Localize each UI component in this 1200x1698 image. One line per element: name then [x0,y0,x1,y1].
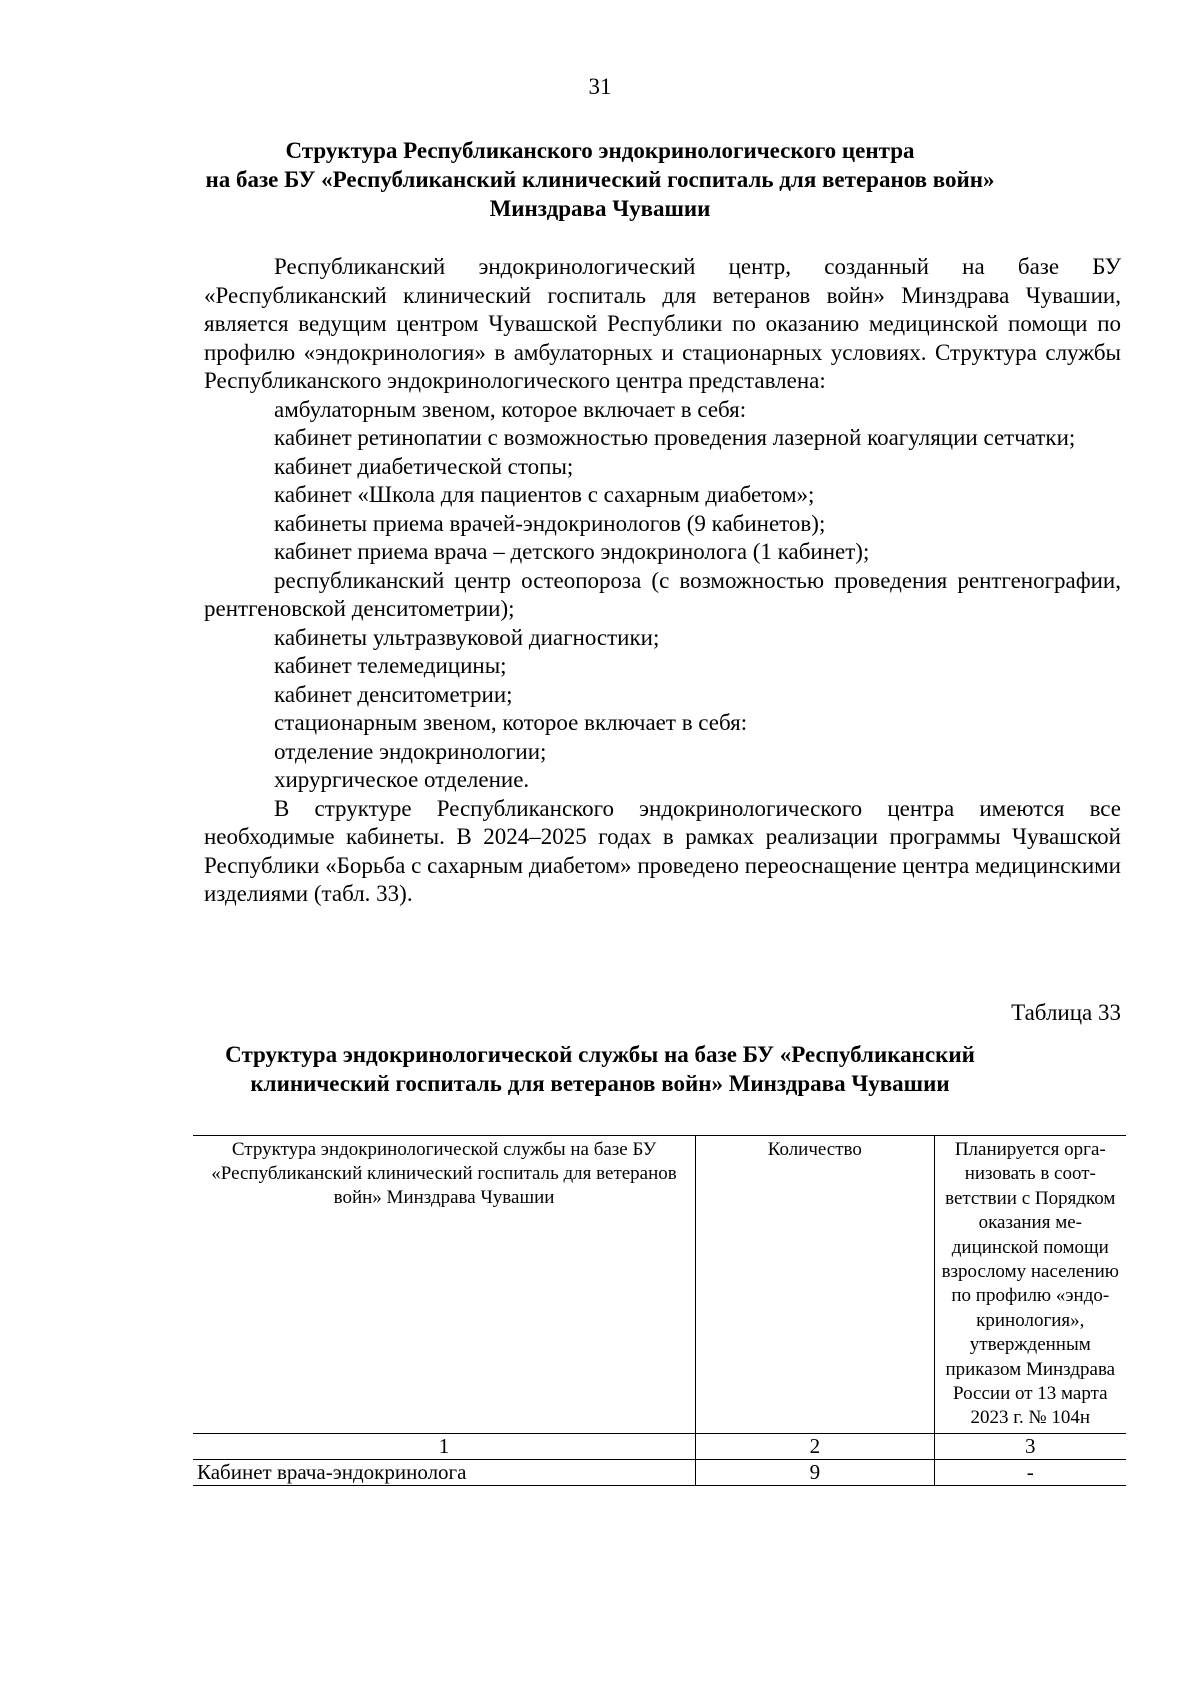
table-cell: 3 [934,1433,1126,1459]
section-title-line: Структура Республиканского эндокринологического центра [285,138,915,163]
table-title [160,1040,1040,1098]
closing-paragraph: В структуре Республиканского эндокринологического центра имеются все необходимые кабинеты. В 2024–2025 годах в рамках реализации программы Чувашской Республики «Борьба с сахарным диабетом» проведено переоснащение центра медицинскими изделиями (табл. 33). [204,795,1121,906]
table-cell: - [934,1459,1126,1485]
table-header-row [193,1136,1126,1434]
structure-item: кабинет денситометрии; [274,681,513,707]
structure-table [193,1135,1126,1486]
structure-item: амбулаторным звеном, которое включает в себя: [274,396,747,422]
structure-item: кабинет «Школа для пациентов с сахарным диабетом»; [274,482,815,507]
section-title [160,136,1040,223]
structure-item: отделение эндокринологии; [274,738,547,764]
intro-paragraph: Республиканский эндокринологический центр, созданный на базе БУ «Республиканский клинический госпиталь для ветеранов войн» Минздрава Чувашии, является ведущим центром Чувашской Республики по оказанию медицинской помощи по профилю «эндокринология» в амбулаторных и стационарных условиях. Структура службы Республиканского эндокринологического центра представлена: [204,254,1121,393]
table-cell: 1 [193,1433,696,1459]
table-row [193,1459,1126,1485]
structure-item: кабинеты приема врачей-эндокринологов (9 кабинетов); [274,510,826,536]
structure-item: кабинет телемедицины; [274,653,507,678]
structure-item: кабинет приема врача – детского эндокринолога (1 кабинет); [274,539,870,564]
structure-item: стационарным звеном, которое включает в себя: [274,710,748,735]
section-title-line: на базе БУ «Республиканский клинический госпиталь для ветеранов войн» [205,167,995,192]
table-cell: 2 [696,1433,935,1459]
structure-item: кабинеты ультразвуковой диагностики; [274,624,660,650]
table-column-numbers-row [193,1433,1126,1459]
table-cell: 9 [696,1459,935,1485]
body-text [204,253,1121,909]
table-title-line: Структура эндокринологической службы на базе БУ «Республиканский [225,1042,975,1067]
structure-item: хирургическое отделение. [274,767,530,792]
structure-item: кабинет диабетической стопы; [274,453,574,479]
table-cell: Кабинет врача-эндокринолога [193,1459,696,1485]
table-label: Таблица 33 [1011,1000,1121,1025]
structure-item: республиканский центр остеопороза (с возможностью проведения рентгенографии, рентгеновской денситометрии); [204,567,1121,621]
table-header-cell: Структура эндокринологической службы на базе БУ «Республиканский клинический госпиталь для ветеранов войн» Минздрава Чувашии [193,1136,696,1434]
structure-item: кабинет ретинопатии с возможностью проведения лазерной коагуляции сетчатки; [274,425,1076,450]
table-header-cell: Количество [696,1136,935,1434]
table-title-line: клинический госпиталь для ветеранов войн» Минздрава Чувашии [250,1071,950,1096]
page-number: 31 [588,74,612,99]
table-header-cell: Планируется организовать в соответствии с Порядком оказания медицинской помощи взрослому населению по профилю «эндокринология», утвержденным приказом Минздрава России от 13 марта 2023 г. № 104н [934,1136,1126,1434]
section-title-line: Минздрава Чувашии [489,196,711,221]
